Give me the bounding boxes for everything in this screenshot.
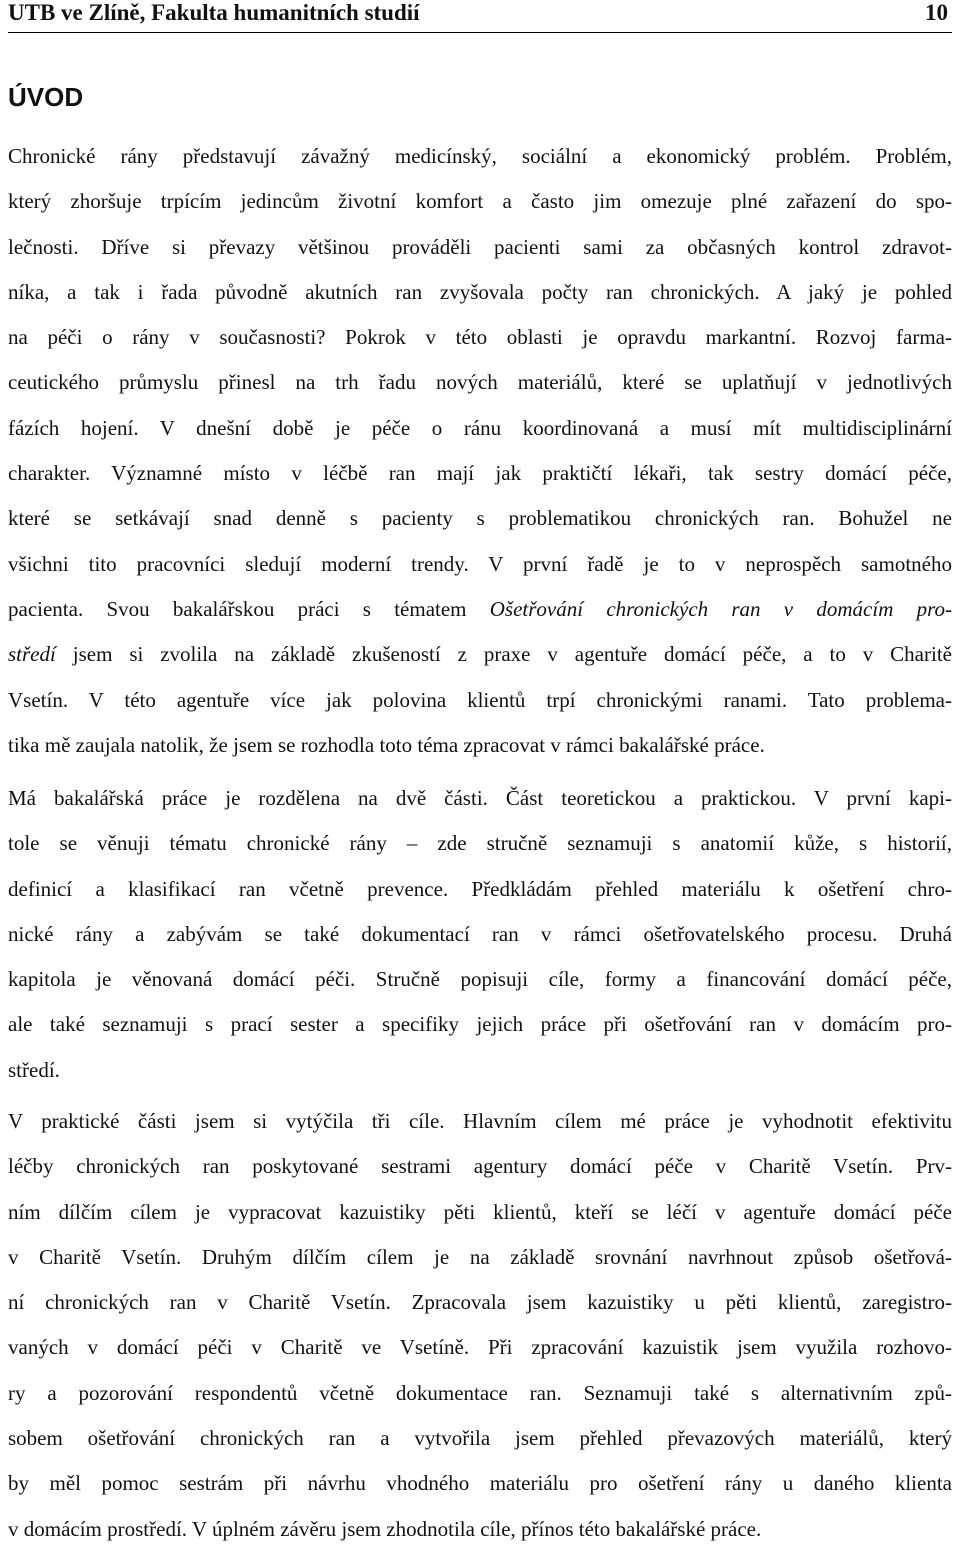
text-line: V praktické části jsem si vytýčila tři cíle. Hlavním cílem mé práce je vyhodnotit efektivitu	[8, 1109, 952, 1133]
text-line: Má bakalářská práce je rozdělena na dvě části. Část teoretickou a praktickou. V první kapi-	[8, 786, 952, 810]
text-line: kapitola je věnovaná domácí péči. Stručně popisuji cíle, formy a financování domácí péče,	[8, 967, 952, 992]
page-number: 10	[925, 0, 948, 25]
section-title: ÚVOD	[8, 82, 84, 112]
text-line: které se setkávají snad denně s pacienty s problematikou chronických ran. Bohužel ne	[8, 506, 952, 531]
text-line: tika mě zaujala natolik, že jsem se rozhodla toto téma zpracovat v rámci bakalářské práce.	[8, 732, 765, 757]
text-line: ceutického průmyslu přinesl na trh řadu nových materiálů, které se uplatňují v jednotlivých	[8, 370, 952, 395]
text-line: sobem ošetřování chronických ran a vytvořila jsem přehled převazových materiálů, který	[8, 1426, 952, 1451]
paragraph-structure	[8, 776, 952, 1093]
text-line: by měl pomoc sestrám při návrhu vhodného materiálu pro ošetření rány u daného klienta	[8, 1471, 952, 1496]
paragraph-practical	[8, 1099, 952, 1552]
text-line: níka, a tak i řada původně akutních ran zvyšovala počty ran chronických. A jaký je pohled	[8, 279, 952, 304]
paragraph-intro	[8, 134, 952, 768]
text-line: všichni tito pracovníci sledují moderní trendy. V první řadě je to v neprospěch samotného	[8, 551, 952, 576]
text-line: tole se věnuji tématu chronické rány – zde stručně seznamuji s anatomií kůže, s historií,	[8, 831, 952, 856]
text-line: nické rány a zabývám se také dokumentací ran v rámci ošetřovatelského procesu. Druhá	[8, 921, 952, 946]
header-title: UTB ve Zlíně, Fakulta humanitních studií	[8, 0, 420, 25]
text-line: ale také seznamuji s prací sester a specifiky jejich práce při ošetřování ran v domácím pro-	[8, 1012, 952, 1037]
text-run: jsem si zvolila na základě zkušeností z praxe v agentuře domácí péče, a to v Charitě	[55, 642, 952, 667]
text-line: definicí a klasifikací ran včetně prevence. Předkládám přehled materiálu k ošetření chro-	[8, 876, 952, 901]
text-line: Vsetín. V této agentuře více jak polovina klientů trpí chronickými ranami. Tato problema-	[8, 687, 952, 712]
text-line: v Charitě Vsetín. Druhým dílčím cílem je na základě srovnání navrhnout způsob ošetřová-	[8, 1244, 952, 1269]
text-run: pacienta. Svou bakalářskou práci s tématem	[8, 596, 490, 621]
text-line: ní chronických ran v Charitě Vsetín. Zpracovala jsem kazuistiky u pěti klientů, zaregistro-	[8, 1290, 952, 1315]
thesis-title-italic: středí	[8, 642, 56, 667]
text-line	[8, 632, 952, 677]
running-header	[8, 0, 952, 33]
text-line: ním dílčím cílem je vypracovat kazuistiky pěti klientů, kteří se léčí v agentuře domácí péče	[8, 1199, 952, 1224]
text-line: ry a pozorování respondentů včetně dokumentace ran. Seznamuji také s alternativním způ-	[8, 1380, 952, 1405]
text-line: Chronické rány představují závažný medicínský, sociální a ekonomický problém. Problém,	[8, 144, 952, 168]
text-line: středí.	[8, 1057, 60, 1082]
text-line: léčby chronických ran poskytované sestrami agentury domácí péče v Charitě Vsetín. Prv-	[8, 1154, 952, 1179]
text-line: charakter. Významné místo v léčbě ran mají jak praktičtí lékaři, tak sestry domácí péče,	[8, 461, 952, 486]
text-line: v domácím prostředí. V úplném závěru jsem zhodnotila cíle, přínos této bakalářské práce.	[8, 1516, 762, 1541]
thesis-title-italic: Ošetřování chronických ran v domácím pro-	[489, 596, 952, 621]
text-line: fázích hojení. V dnešní době je péče o ránu koordinovaná a musí mít multidisciplinární	[8, 415, 952, 440]
text-line	[8, 587, 952, 632]
text-line: který zhoršuje trpícím jedincům životní komfort a často jim omezuje plné zařazení do spo-	[8, 189, 952, 214]
text-line: vaných v domácí péči v Charitě ve Vsetíně. Při zpracování kazuistik jsem využila rozhovo-	[8, 1335, 952, 1360]
text-line: na péči o rány v současnosti? Pokrok v této oblasti je opravdu markantní. Rozvoj farma-	[8, 325, 952, 350]
text-line: lečnosti. Dříve si převazy většinou prováděli pacienti sami za občasných kontrol zdravot-	[8, 234, 952, 259]
